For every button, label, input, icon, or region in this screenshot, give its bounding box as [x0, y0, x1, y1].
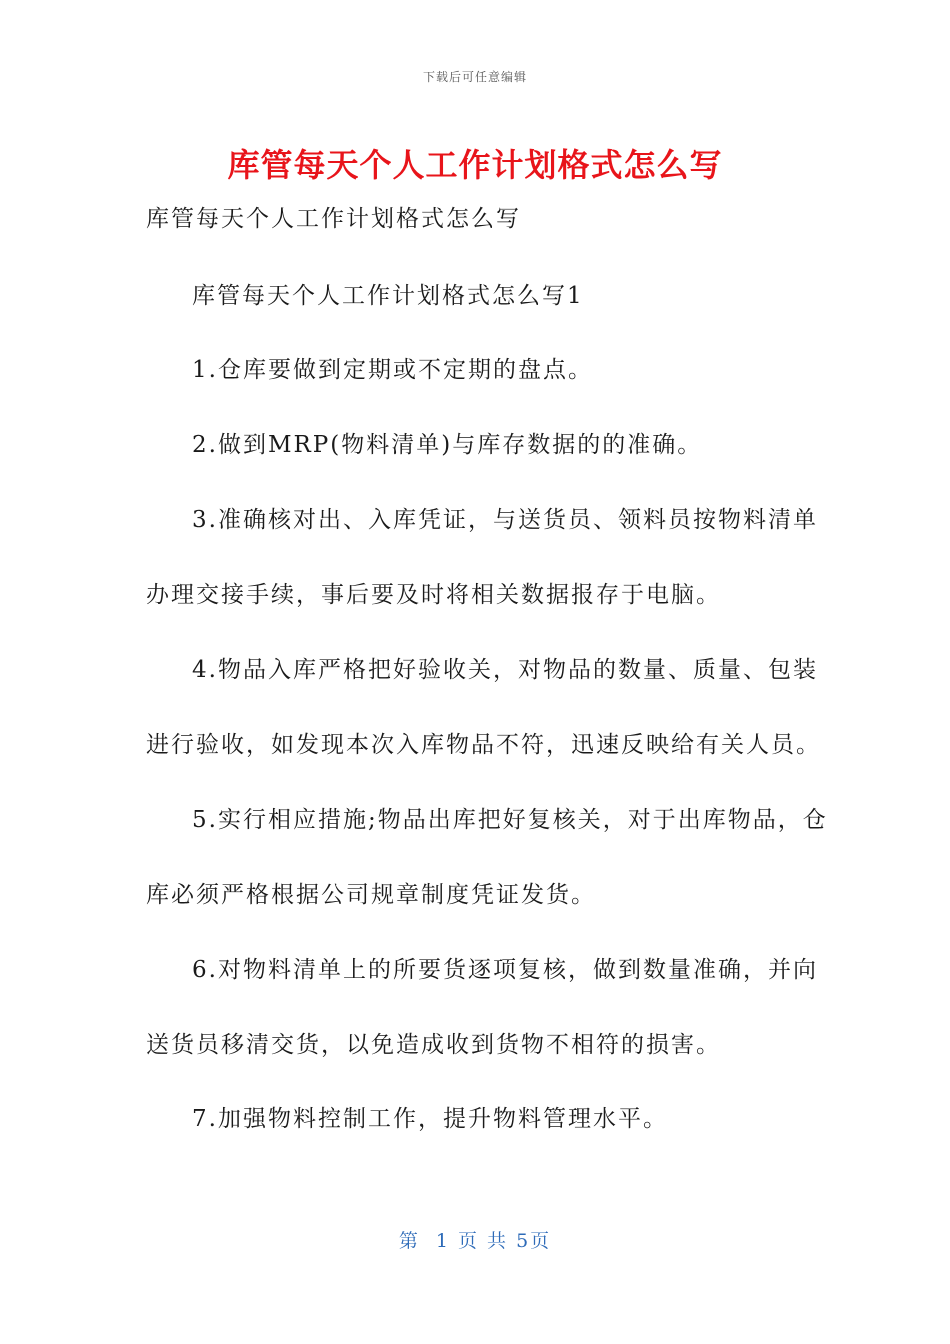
list-item-2: 2.做到MRP(物料清单)与库存数据的的准确。: [192, 432, 703, 458]
page-header-note: 下载后可任意编辑: [422, 70, 527, 84]
list-item-4-continued: 进行验收，如发现本次入库物品不符，迅速反映给有关人员。: [146, 732, 821, 758]
page-number: 第 1 页 共 5页: [398, 1230, 552, 1252]
list-item-3: 3.准确核对出、入库凭证，与送货员、领料员按物料清单: [192, 507, 818, 533]
document-subtitle: 库管每天个人工作计划格式怎么写: [146, 206, 521, 232]
list-item-1: 1.仓库要做到定期或不定期的盘点。: [192, 357, 593, 383]
list-item-5-continued: 库必须严格根据公司规章制度凭证发货。: [146, 882, 596, 908]
list-item-5: 5.实行相应措施;物品出库把好复核关，对于出库物品，仓: [192, 807, 828, 833]
document-title: 库管每天个人工作计划格式怎么写: [227, 146, 723, 184]
list-item-6-continued: 送货员移清交货，以免造成收到货物不相符的损害。: [146, 1032, 721, 1058]
list-item-6: 6.对物料清单上的所要货逐项复核，做到数量准确，并向: [192, 957, 818, 983]
list-item-3-continued: 办理交接手续，事后要及时将相关数据报存于电脑。: [146, 582, 721, 608]
list-item-4: 4.物品入库严格把好验收关，对物品的数量、质量、包装: [192, 657, 818, 683]
section-heading: 库管每天个人工作计划格式怎么写1: [192, 283, 584, 309]
list-item-7: 7.加强物料控制工作，提升物料管理水平。: [192, 1106, 668, 1132]
